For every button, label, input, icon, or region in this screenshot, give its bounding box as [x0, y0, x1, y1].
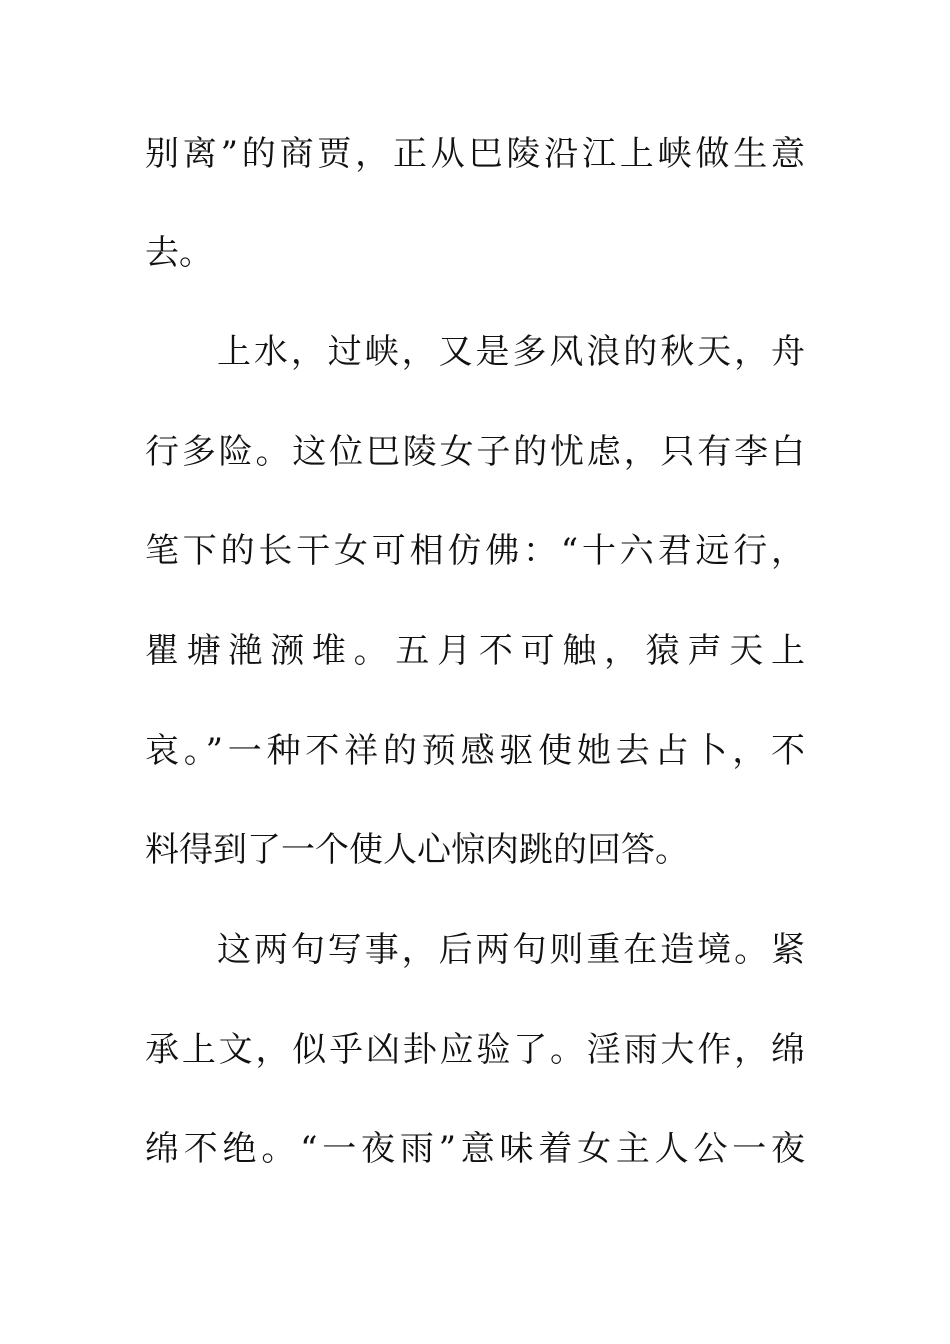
text-line-5: 笔下的长干女可相仿佛：“十六君远行，	[145, 531, 805, 571]
text-line-10: 承上文，似乎凶卦应验了。淫雨大作，绵	[145, 1030, 805, 1070]
text-line-6: 瞿塘滟滪堆。五月不可触，猿声天上	[145, 631, 805, 671]
text-line-11: 绵不绝。“一夜雨”意味着女主人公一夜	[145, 1129, 805, 1169]
text-line-7: 哀。”一种不祥的预感驱使她去占卜，不	[145, 731, 805, 771]
text-line-2: 去。	[145, 233, 213, 273]
text-line-9: 这两句写事，后两句则重在造境。紧	[217, 930, 805, 970]
text-line-4: 行多险。这位巴陵女子的忧虑，只有李白	[145, 432, 805, 472]
text-line-3: 上水，过峡，又是多风浪的秋天，舟	[217, 332, 805, 372]
text-line-1: 别离”的商贾，正从巴陵沿江上峡做生意	[145, 134, 805, 174]
text-line-8: 料得到了一个使人心惊肉跳的回答。	[145, 830, 689, 870]
